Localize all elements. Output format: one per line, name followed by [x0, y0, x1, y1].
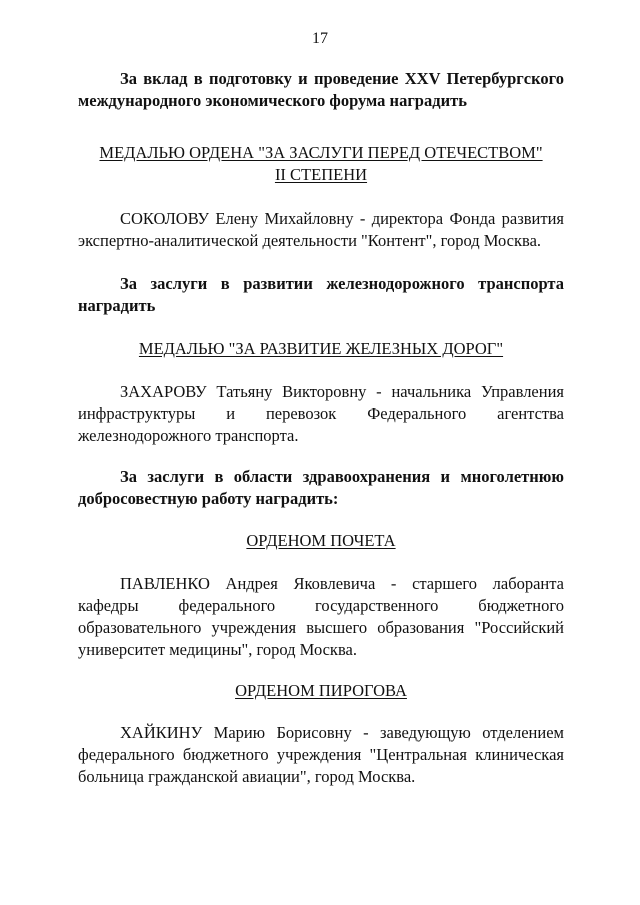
award-title-line: ОРДЕНОМ ПОЧЕТА [246, 531, 396, 550]
page-number: 17 [312, 30, 328, 47]
award-title-line: МЕДАЛЬЮ "ЗА РАЗВИТИЕ ЖЕЛЕЗНЫХ ДОРОГ" [138, 339, 504, 358]
award-intro-forum: За вклад в подготовку и проведение XXV Петербургского международного экономического форума наградить [78, 69, 564, 110]
recipient-pavlenko: ПАВЛЕНКО Андрея Яковлевича - старшего лаборанта кафедры федерального государственного бюджетного образовательного учреждения высшего образования "Российский университет медицины", город Москва. [78, 574, 564, 659]
award-title-order-of-honor [78, 530, 564, 552]
recipient-khaykina: ХАЙКИНУ Марию Борисовну - заведующую отделением федерального бюджетного учреждения "Центральная клиническая больница гражданской авиации", город Москва. [78, 723, 564, 786]
recipient-zakharova: ЗАХАРОВУ Татьяну Викторовну - начальника Управления инфраструктуры и перевозок Федерального агентства железнодорожного транспорта. [78, 382, 564, 445]
award-title-line: ОРДЕНОМ ПИРОГОВА [235, 681, 407, 700]
award-intro-railway: За заслуги в развитии железнодорожного транспорта наградить [78, 274, 564, 315]
award-title-line: II СТЕПЕНИ [274, 165, 368, 184]
award-title-fatherland-medal [78, 142, 564, 186]
recipient-sokolova: СОКОЛОВУ Елену Михайловну - директора Фонда развития экспертно-аналитической деятельности "Контент", город Москва. [78, 209, 564, 250]
award-title-pirogov-order [78, 680, 564, 702]
award-title-railway-medal [78, 338, 564, 360]
award-title-line: МЕДАЛЬЮ ОРДЕНА "ЗА ЗАСЛУГИ ПЕРЕД ОТЕЧЕСТВОМ" [99, 143, 543, 162]
award-intro-healthcare: За заслуги в области здравоохранения и многолетнюю добросовестную работу наградить: [78, 467, 564, 508]
